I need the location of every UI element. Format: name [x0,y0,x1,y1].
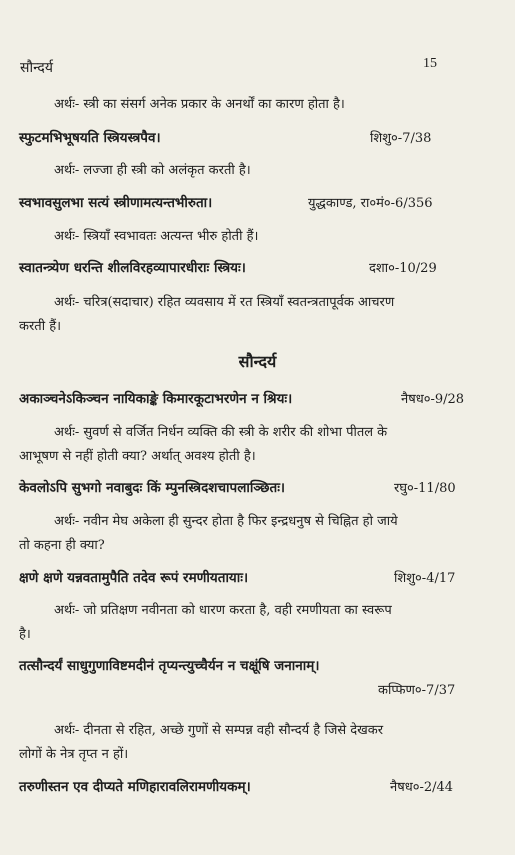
meaning-line: है। [19,627,31,642]
verse-line: अकाञ्चनेऽकिञ्चन नायिकाङ्के किमारकूटाभरणेन न श्रियः। [19,391,293,407]
meaning-line: करती हैं। [19,319,62,334]
meaning-line: अर्थः- स्त्री का संसर्ग अनेक प्रकार के अनर्थों का कारण होता है। [54,97,345,112]
verse-line: क्षणे क्षणे यन्नवतामुपैति तदेव रूपं रमणीयतायाः। [19,570,249,586]
verse-line: तरुणीस्तन एव दीप्यते मणिहारावलिरामणीयकम्। [19,779,251,795]
section-heading: सौन्दर्य [238,352,277,371]
verse-reference: नैषध०-2/44 [390,780,454,795]
verse-reference: दशा०-10/29 [369,261,437,276]
meaning-line: लोगों के नेत्र तृप्त न हों। [19,747,129,762]
meaning-line: अर्थः- सुवर्ण से वर्जित निर्धन व्यक्ति की स्त्री के शरीर की शोभा पीतल के [54,425,388,440]
meaning-line: अर्थः- स्त्रियाँ स्वभावतः अत्यन्त भीरु होती हैं। [54,229,259,244]
verse-reference: कप्फिण०-7/37 [378,683,456,698]
meaning-line: आभूषण से नहीं होती क्या? अर्थात् अवश्य होती है। [19,449,256,464]
meaning-line: अर्थः- लज्जा ही स्त्री को अलंकृत करती है। [54,163,251,178]
running-title: सौन्दर्य [20,60,53,76]
verse-line: केवलोऽपि सुभगो नवाबुदः किं म्पुनस्त्रिदशचापलाञ्छितः। [19,480,286,496]
meaning-line: अर्थः- दीनता से रहित, अच्छे गुणों से सम्पन्न वही सौन्दर्य है जिसे देखकर [54,723,384,738]
meaning-line: तो कहना ही क्या? [19,538,105,553]
verse-reference: शिशु०-4/17 [394,571,456,586]
verse-line: स्वभावसुलभा सत्यं स्त्रीणामत्यन्तभीरुता। [19,195,213,211]
meaning-line: अर्थः- चरित्र(सदाचार) रहित व्यवसाय में रत स्त्रियाँ स्वतन्त्रतापूर्वक आचरण [54,295,395,310]
meaning-line: अर्थः- नवीन मेघ अकेला ही सुन्दर होता है फिर इन्द्रधनुष से चिह्नित हो जाये [54,514,398,529]
meaning-line: अर्थः- जो प्रतिक्षण नवीनता को धारण करता है, वही रमणीयता का स्वरूप [54,603,392,618]
verse-reference: युद्धकाण्ड, रा०मं०-6/356 [308,196,433,211]
verse-line: स्वातन्त्र्येण धरन्ति शीलविरहव्यापारधीराः स्त्रियः। [19,260,246,276]
verse-reference: नैषध०-9/28 [401,392,465,407]
verse-reference: रघु०-11/80 [394,481,456,496]
verse-line: स्फुटमभिभूषयति स्त्रियस्त्रपैव। [19,130,161,146]
verse-reference: शिशु०-7/38 [370,131,432,146]
page-number: 15 [423,56,437,71]
verse-line: तत्सौन्दर्यं साधुगुणाविष्टमदीनं तृप्यन्त्युच्चैर्यन न चक्षूंषि जनानाम्। [19,658,320,674]
